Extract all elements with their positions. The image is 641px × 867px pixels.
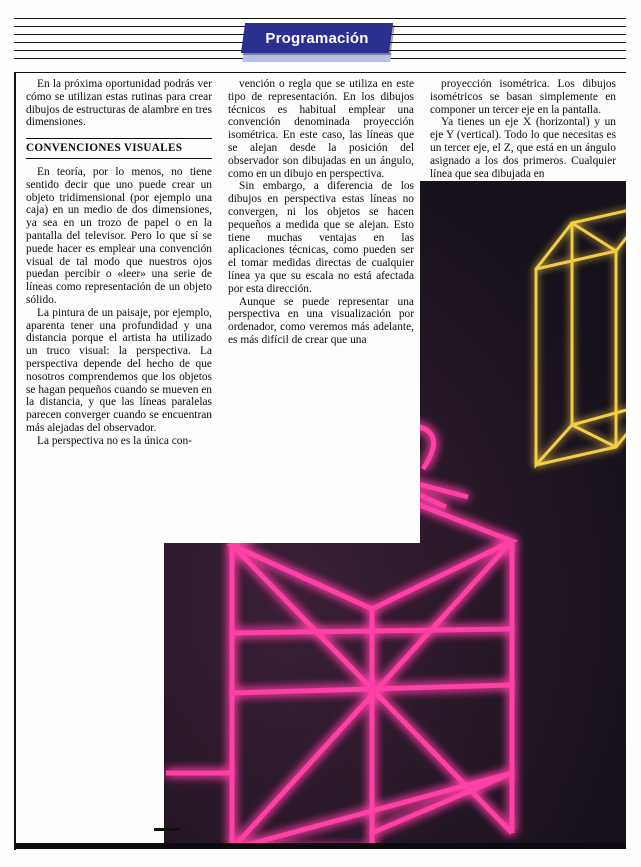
article-column-2 <box>228 78 414 468</box>
section-banner <box>241 23 393 53</box>
paragraph: proyección isométrica. Los dibujos isométricos se basan simplemente en componer un tercer eje en la pantalla. <box>430 78 616 116</box>
article-columns <box>26 78 618 468</box>
banner-shadow <box>242 53 391 62</box>
article-column-1 <box>26 78 212 468</box>
paragraph: En la próxima oportunidad podrás ver cómo se utilizan estas rutinas para crear dibujos de estructuras de alambre en tres dimensiones. <box>26 78 212 129</box>
paragraph: La pintura de un paisaje, por ejemplo, aparenta tener una profundidad y una distancia porque el artista ha utilizado un truco visual: la perspectiva. La perspectiva depende del hecho de que nosotros comprendemos que los objetos se hagan pequeños cuando se mueven en la distancia, y que las líneas paralelas parecen converger cuando se encuentran más alejadas del observador. <box>26 306 212 434</box>
paragraph: Aunque se puede representar una perspectiva en una visualización por ordenador, como veremos más adelante, es más difícil de crear que una <box>228 295 414 346</box>
paragraph: La perspectiva no es la única con- <box>37 434 192 447</box>
paragraph: vención o regla que se utiliza en este tipo de representación. En los dibujos técnicos es habitual emplear una convención denominada proyección isométrica. En este caso, las líneas que se alejan desde la posición del observador son dibujadas en un ángulo, como en un dibujo en perspectiva. <box>228 78 414 180</box>
article-column-3 <box>430 78 616 468</box>
paragraph: Sin embargo, a diferencia de los dibujos en perspectiva estas líneas no convergen, ni los objetos se hacen pequeños a medida que se alejan. Esto tiene muchas ventajas en las aplicaciones técnicas, como pueden ser el tomar medidas directas de cualquier línea ya que su escala no está afectada por esta dirección. <box>228 180 414 295</box>
paragraph: En teoría, por lo menos, no tiene sentido decir que uno puede crear un objeto tridimensional (por ejemplo una caja) en un medio de dos dimensiones, ya sea en un trozo de papel o en la pantalla del televisor. Pero lo que sí se puede hacer es emplear una convención visual de tal modo que nuestros ojos puedan percibir o «leer» una serie de líneas como representación de un objeto sólido. <box>26 165 212 306</box>
section-heading: CONVENCIONES VISUALES <box>26 138 212 159</box>
section-banner-label: Programación <box>265 29 369 47</box>
paragraph: Ya tienes un eje X (horizontal) y un eje Y (vertical). Todo lo que necesitas es un tercer eje, el Z, que está en un ángulo asignado a los dos primeros. Cualquier línea que sea dibujada en <box>430 116 616 180</box>
